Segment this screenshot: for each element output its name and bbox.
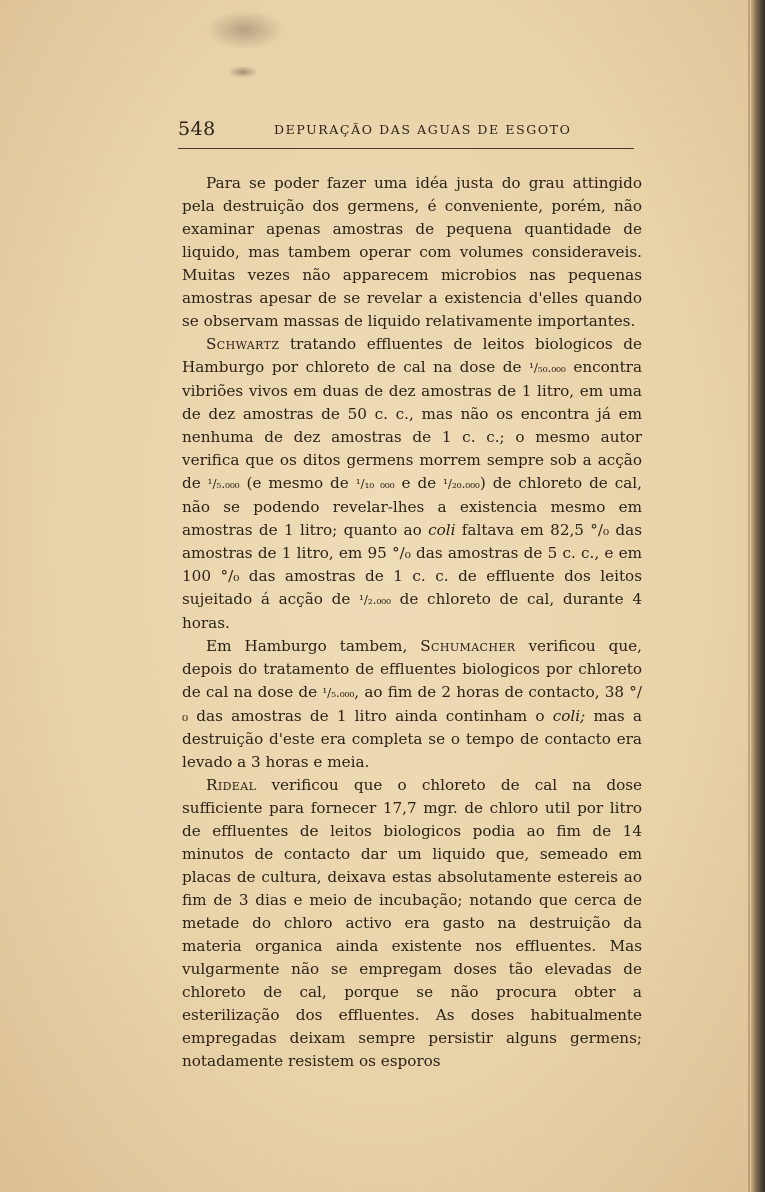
paragraph-2	[182, 333, 642, 635]
paragraph-1-text: Para se poder fazer uma idéa justa do grau attingido pela destruição dos germens, é conveniente, porém, não examinar apenas amostras de pequena quantidade de liquido, mas tambem operar com volumes consideraveis. Muitas vezes não apparecem microbios nas pequenas amostras apesar de se revelar a existencia d'elles quando se observam massas de liquido relativamente importantes.	[182, 174, 642, 330]
paragraph-1	[182, 172, 642, 333]
fraction: ¹/₅.₀₀₀	[207, 477, 240, 491]
author-name-rideal: Rideal	[206, 776, 257, 794]
fraction: ¹/₅.₀₀₀	[322, 686, 355, 700]
page-edge-shadow	[751, 0, 765, 1192]
author-name-schwartz: Schwartz	[206, 335, 280, 353]
paragraph-2-text: tratando effluentes de leitos biologicos de Hamburgo por chloreto de cal na dose de	[182, 335, 642, 376]
fraction: ¹/₂.₀₀₀	[359, 593, 391, 607]
italic-term-coli: coli	[428, 521, 456, 539]
author-name-schumacher: Schumacher	[420, 637, 516, 655]
fraction: ¹/₅₀.₀₀₀	[529, 361, 566, 375]
running-title: DEPURAÇÃO DAS AGUAS DE ESGOTO	[274, 122, 572, 137]
paragraph-3-text: , ao fim de 2 horas de contacto, 38 °/₀ das amostras de 1 litro ainda continham o	[182, 683, 643, 725]
paragraph-2-text: (e mesmo de	[239, 474, 356, 492]
paragraph-3	[182, 635, 642, 774]
body-text	[182, 172, 642, 1073]
page-number: 548	[178, 118, 216, 140]
paragraph-4	[182, 774, 642, 1073]
paragraph-2-text: faltava em 82,5 °/₀ das amostras de 1 litro, em 95 °/₀ das amostras de 5 c. c., e em 100 °/₀ das amostras de 1 c. c. de effluente dos leitos sujeitado á acção de	[182, 521, 642, 608]
paragraph-3-text: mas a destruição d'este era completa se o tempo de contacto era levado a 3 horas e meia.	[182, 707, 642, 771]
ink-smudge	[205, 10, 285, 50]
paragraph-2-text: e de	[394, 474, 444, 492]
fraction: ¹/₂₀.₀₀₀	[443, 477, 480, 491]
italic-term-coli: coli;	[552, 707, 586, 725]
header-rule	[178, 148, 634, 149]
page-header	[178, 116, 634, 146]
ink-smudge-small	[228, 66, 258, 78]
paragraph-2-text: ) de chloreto de cal, não se podendo revelar-lhes a existencia mesmo em amostras de 1 litro; quanto ao	[182, 474, 642, 539]
paragraph-3-text: Em Hamburgo tambem,	[206, 637, 421, 655]
fraction: ¹/₁₀ ₀₀₀	[355, 477, 395, 491]
paragraph-4-text: verificou que o chloreto de cal na dose sufficiente para fornecer 17,7 mgr. de chloro util por litro de effluentes de leitos biologicos podia ao fim de 14 minutos de contacto dar um liquido que, semeado em placas de cultura, deixava estas absolutamente estereis ao fim de 3 dias e meio de incubação; notando que cerca de metade do chloro activo era gasto na destruição da materia organica ainda existente nos effluentes. Mas vulgarmente não se empregam doses tão elevadas de chloreto de cal, porque se não procura obter a esterilização dos effluentes. As doses habitualmente empregadas deixam sempre persistir alguns germens; notadamente resistem os esporos	[182, 776, 642, 1070]
page-fold-line	[748, 0, 750, 1192]
paragraph-3-text: verificou que, depois do tratamento de effluentes biologicos por chloreto de cal na dose de	[182, 637, 642, 701]
paragraph-2-text: encontra vibriões vivos em duas de dez amostras de 1 litro, em uma de dez amostras de 50 c. c., mas não os encontra já em nenhuma de dez amostras de 1 c. c.; o mesmo autor verifica que os ditos germens morrem sempre sob a acção de	[182, 358, 642, 492]
paragraph-2-text: de chloreto de cal, durante 4 horas.	[182, 590, 642, 632]
